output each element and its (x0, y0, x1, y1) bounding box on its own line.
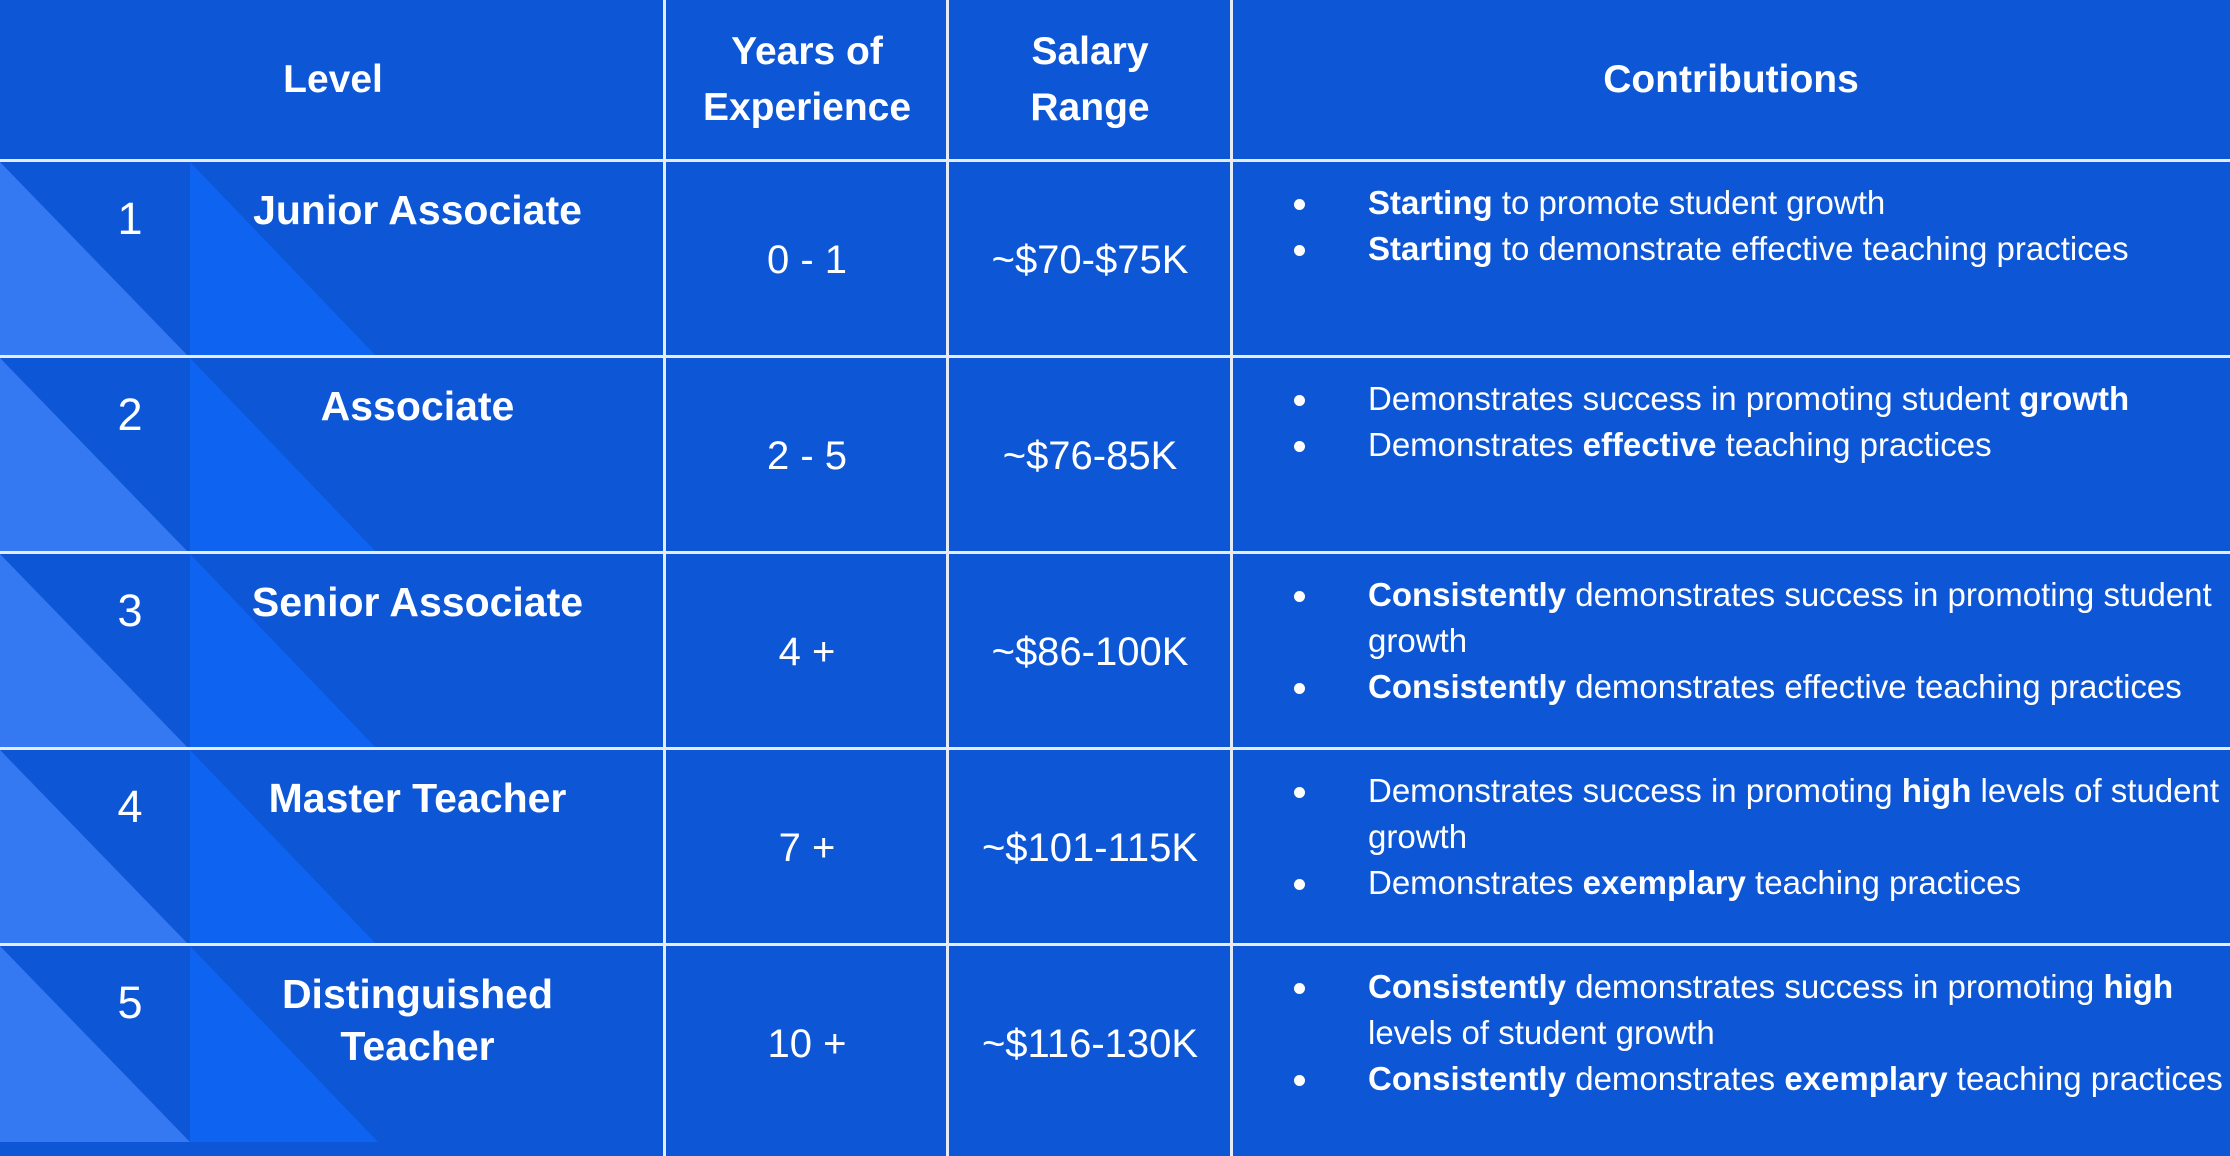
level-title-line: Distinguished (281, 971, 554, 1017)
salary-value: ~$76-85K (1002, 433, 1178, 478)
salary-cell (948, 554, 1232, 750)
experience-cell (666, 554, 948, 750)
level-title (215, 184, 620, 236)
contribution-text: Demonstrates (1368, 864, 1583, 901)
bullet-dot-icon (1294, 395, 1305, 406)
grid-line-h4 (0, 747, 2230, 750)
contribution-emphasis: Consistently (1368, 668, 1567, 705)
level-title-line: Teacher (340, 1023, 495, 1069)
contribution-emphasis: Starting (1368, 184, 1493, 221)
contribution-item (1232, 422, 2230, 468)
table-row (0, 554, 2230, 750)
contributions-cell (1232, 572, 2230, 710)
contribution-text: demonstrates effective teaching practices (1566, 668, 2182, 705)
experience-cell (666, 750, 948, 946)
header-contributions (1232, 0, 2230, 160)
bullet-dot-icon (1294, 1075, 1305, 1086)
bullet-dot-icon (1294, 245, 1305, 256)
salary-cell (948, 358, 1232, 554)
level-number: 5 (117, 977, 143, 1028)
contributions-cell (1232, 964, 2230, 1102)
table-row (0, 946, 2230, 1142)
level-title-line: Associate (320, 383, 515, 429)
salary-value: ~$116-130K (981, 1021, 1199, 1066)
experience-value: 7 + (778, 825, 836, 870)
grid-line-v2 (946, 0, 949, 1156)
contribution-emphasis: high (1901, 772, 1972, 809)
experience-value: 10 + (767, 1021, 847, 1066)
header-experience-line2: Experience (702, 86, 912, 129)
level-number: 3 (117, 585, 143, 636)
header-experience-line1: Years of (731, 30, 883, 73)
salary-cell (948, 750, 1232, 946)
level-title (215, 380, 620, 432)
experience-cell (666, 946, 948, 1142)
bullet-dot-icon (1294, 441, 1305, 452)
contributions-cell (1232, 768, 2230, 906)
grid-line-v1 (663, 0, 666, 1156)
contribution-text: levels of student growth (1368, 772, 2220, 855)
header-salary-line2: Range (1030, 86, 1150, 129)
contribution-emphasis: Consistently (1368, 576, 1567, 613)
contribution-item (1232, 180, 2230, 226)
contribution-item (1232, 768, 2230, 860)
level-title (215, 576, 620, 628)
grid-line-h3 (0, 551, 2230, 554)
contribution-emphasis: growth (2019, 380, 2130, 417)
experience-cell (666, 358, 948, 554)
salary-cell (948, 162, 1232, 358)
bullet-dot-icon (1294, 199, 1305, 210)
grid-line-h5 (0, 943, 2230, 946)
contribution-emphasis: Consistently (1368, 968, 1567, 1005)
experience-value: 4 + (778, 629, 836, 674)
contribution-text: teaching practices (1745, 864, 2022, 901)
level-title (215, 772, 620, 824)
contribution-text: levels of student growth (1368, 1014, 1715, 1051)
table-row (0, 750, 2230, 946)
salary-cell (948, 946, 1232, 1142)
table-row (0, 358, 2230, 554)
contribution-item (1232, 226, 2230, 272)
bullet-dot-icon (1294, 787, 1305, 798)
experience-value: 0 - 1 (766, 237, 848, 282)
header-salary-line1: Salary (1031, 30, 1149, 73)
experience-cell (666, 162, 948, 358)
contribution-emphasis: effective (1582, 426, 1717, 463)
contribution-text: to promote student growth (1492, 184, 1886, 221)
contribution-item (1232, 964, 2230, 1056)
level-title (215, 968, 620, 1072)
bullet-dot-icon (1294, 879, 1305, 890)
grid-line-h2 (0, 355, 2230, 358)
contribution-item (1232, 376, 2230, 422)
level-number: 4 (117, 781, 143, 832)
header-experience (666, 0, 948, 160)
contributions-cell (1232, 180, 2230, 272)
grid-line-v3 (1230, 0, 1233, 1156)
header-contributions-label: Contributions (1603, 58, 1859, 101)
contributions-cell (1232, 376, 2230, 468)
contribution-item (1232, 860, 2230, 906)
contribution-text: Demonstrates success in promoting student (1368, 380, 2020, 417)
experience-value: 2 - 5 (766, 433, 848, 478)
bullet-dot-icon (1294, 591, 1305, 602)
contribution-item (1232, 572, 2230, 664)
header-salary (948, 0, 1232, 160)
contribution-emphasis: Consistently (1368, 1060, 1567, 1097)
level-title-line: Master Teacher (268, 775, 567, 821)
contribution-emphasis: high (2103, 968, 2174, 1005)
contribution-text: demonstrates success in promoting (1566, 968, 2104, 1005)
contribution-text: teaching practices (1947, 1060, 2223, 1097)
contribution-emphasis: Starting (1368, 230, 1493, 267)
contribution-text: to demonstrate effective teaching practices (1492, 230, 2129, 267)
level-title-line: Senior Associate (251, 579, 584, 625)
header-level (0, 0, 666, 160)
contribution-item (1232, 664, 2230, 710)
contribution-text: demonstrates (1566, 1060, 1785, 1097)
salary-value: ~$86-100K (991, 629, 1189, 674)
contribution-text: Demonstrates (1368, 426, 1583, 463)
bullet-dot-icon (1294, 983, 1305, 994)
contribution-emphasis: exemplary (1784, 1060, 1948, 1097)
salary-value: ~$101-115K (981, 825, 1199, 870)
grid-line-h1 (0, 159, 2230, 162)
level-number: 1 (117, 193, 143, 244)
contribution-item (1232, 1056, 2230, 1102)
bullet-dot-icon (1294, 683, 1305, 694)
contribution-text: Demonstrates success in promoting (1368, 772, 1902, 809)
contribution-text: demonstrates success in promoting student growth (1368, 576, 2212, 659)
contribution-text: teaching practices (1716, 426, 1992, 463)
header-level-label: Level (283, 58, 383, 101)
salary-value: ~$70-$75K (991, 237, 1189, 282)
contribution-emphasis: exemplary (1582, 864, 1746, 901)
level-number: 2 (117, 389, 143, 440)
level-title-line: Junior Associate (253, 187, 582, 233)
table-row (0, 162, 2230, 358)
